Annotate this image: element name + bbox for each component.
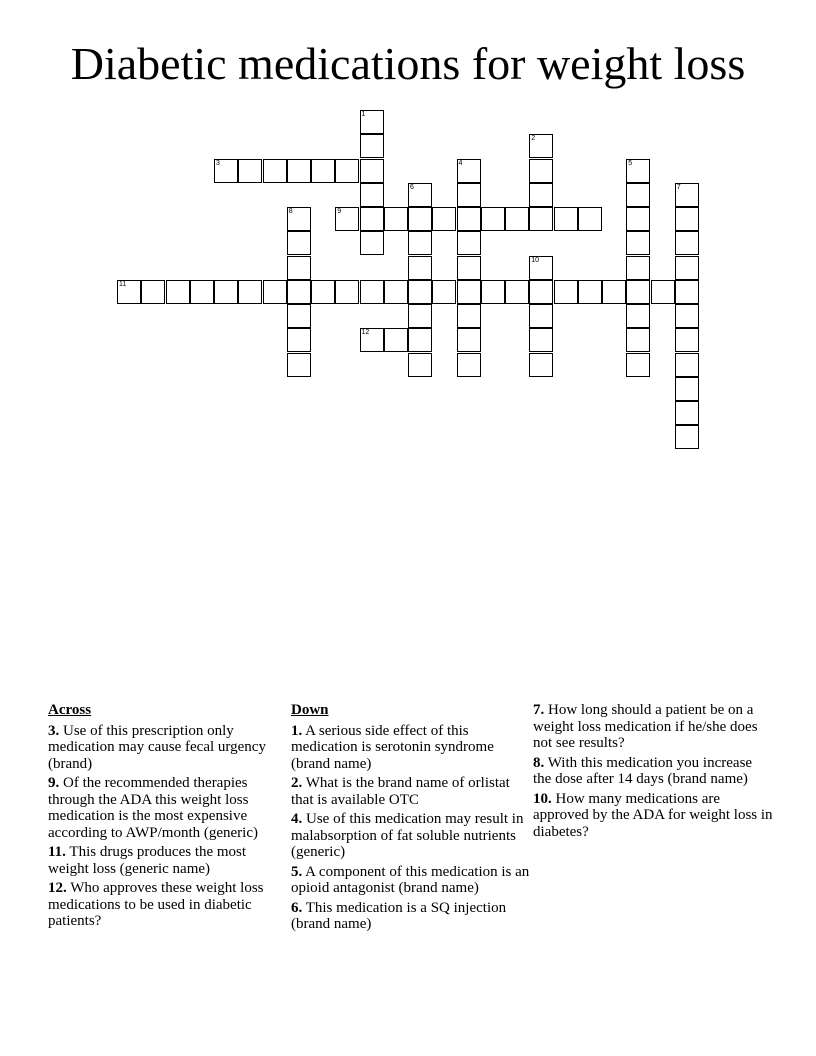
grid-cell[interactable] [554,207,578,231]
grid-cell[interactable] [287,256,311,280]
clue-item [291,900,531,933]
grid-cell[interactable] [287,280,311,304]
grid-cell[interactable] [408,256,432,280]
page-title: Diabetic medications for weight loss [70,38,746,89]
crossword-grid [0,0,816,470]
across-heading: Across [48,702,92,718]
clue-number: 9. [48,775,60,791]
grid-cell[interactable] [335,159,359,183]
grid-cell[interactable] [505,280,529,304]
clue-number: 10. [533,790,552,807]
cell-number: 11 [119,280,127,288]
clue-number: 8. [533,754,545,771]
grid-cell[interactable] [287,159,311,183]
grid-cell[interactable] [675,353,699,377]
cell-number: 7 [676,183,681,191]
grid-cell[interactable] [214,280,238,304]
clue-item [291,775,531,808]
clue-number: 5. [291,863,303,880]
grid-cell[interactable] [675,425,699,449]
grid-cell[interactable] [384,280,408,304]
down-clue-list-continued [533,702,773,840]
clue-text: Of the recommended therapies through the ADA this weight loss medication is the most expensive according to AWP/month (generic) [48,775,258,841]
grid-cell[interactable] [505,207,529,231]
grid-cell[interactable] [360,159,384,183]
grid-cell[interactable] [675,280,699,304]
grid-cell[interactable] [408,207,432,231]
grid-cell[interactable] [360,231,384,255]
grid-cell[interactable] [311,159,335,183]
clue-number: 1. [291,722,303,739]
down-heading: Down [291,702,329,718]
grid-cell[interactable] [481,207,505,231]
clue-item [291,811,531,861]
grid-cell[interactable] [408,231,432,255]
clue-number: 7. [533,702,545,718]
grid-cell[interactable] [263,280,287,304]
down-clues [291,702,531,936]
grid-cell[interactable] [626,231,650,255]
cell-number: 2 [531,135,536,143]
clue-item [48,844,288,877]
grid-cell[interactable] [457,280,481,304]
grid-cell[interactable] [457,231,481,255]
clue-text: Use of this prescription only medication may cause fecal urgency (brand) [48,722,266,772]
grid-cell[interactable] [408,304,432,328]
clue-text: A component of this medication is an opioid antagonist (brand name) [291,863,530,896]
clue-item [533,791,773,841]
grid-cell[interactable] [457,353,481,377]
grid-cell[interactable] [529,353,553,377]
grid-cell[interactable] [481,280,505,304]
grid-cell[interactable] [602,280,626,304]
grid-cell[interactable] [529,207,553,231]
grid-cell[interactable] [675,231,699,255]
grid-cell[interactable] [675,183,699,207]
grid-cell[interactable] [360,110,384,134]
grid-cell[interactable] [675,207,699,231]
grid-cell[interactable] [238,280,262,304]
grid-cell[interactable] [626,328,650,352]
grid-cell[interactable] [117,280,141,304]
grid-cell[interactable] [626,183,650,207]
across-clue-list [48,723,288,930]
grid-cell[interactable] [626,207,650,231]
clue-item [533,702,773,752]
grid-cell[interactable] [360,280,384,304]
grid-cell[interactable] [457,256,481,280]
clue-text: Use of this medication may result in malabsorption of fat soluble nutrients (generic) [291,811,524,860]
grid-cell[interactable] [626,353,650,377]
grid-cell[interactable] [529,304,553,328]
grid-cell[interactable] [529,280,553,304]
grid-cell[interactable] [384,328,408,352]
cell-number: 3 [216,159,220,167]
grid-cell[interactable] [578,207,602,231]
grid-cell[interactable] [287,304,311,328]
grid-cell[interactable] [360,183,384,207]
clue-text: Who approves these weight loss medications to be used in diabetic patients? [48,880,264,929]
grid-cell[interactable] [360,207,384,231]
clue-number: 12. [48,880,67,896]
cell-number: 4 [458,159,463,167]
down-clues-continued [533,702,773,843]
grid-cell[interactable] [651,280,675,304]
grid-cell[interactable] [457,159,481,183]
grid-cell[interactable] [238,159,262,183]
grid-cell[interactable] [432,207,456,231]
grid-cell[interactable] [335,280,359,304]
grid-cell[interactable] [263,159,287,183]
grid-cell[interactable] [360,328,384,352]
grid-cell[interactable] [457,183,481,207]
grid-cell[interactable] [626,280,650,304]
grid-cell[interactable] [578,280,602,304]
clue-text: A serious side effect of this medication is serotonin syndrome (brand name) [291,722,494,772]
grid-cell[interactable] [529,159,553,183]
grid-cell[interactable] [408,280,432,304]
grid-cell[interactable] [408,328,432,352]
grid-cell[interactable] [408,353,432,377]
grid-cell[interactable] [675,401,699,425]
grid-cell[interactable] [432,280,456,304]
cell-number: 9 [337,208,342,215]
grid-cell[interactable] [457,304,481,328]
grid-cell[interactable] [457,207,481,231]
cell-number: 1 [361,111,366,118]
across-clues [48,702,288,933]
grid-cell[interactable] [675,256,699,280]
clue-item [291,723,531,773]
grid-cell[interactable] [287,328,311,352]
cell-number: 8 [288,208,293,215]
clue-text: How long should a patient be on a weight loss medication if he/she does not see results? [533,702,758,751]
clue-text: What is the brand name of orlistat that is available OTC [291,775,510,808]
grid-cell[interactable] [529,328,553,352]
grid-cell[interactable] [190,280,214,304]
cell-number: 10 [531,256,540,264]
clue-item [48,723,288,773]
clue-number: 3. [48,722,60,739]
grid-cell[interactable] [529,183,553,207]
grid-cell[interactable] [384,207,408,231]
grid-cell[interactable] [529,256,553,280]
grid-cell[interactable] [554,280,578,304]
grid-cell[interactable] [360,134,384,158]
clue-number: 2. [291,775,303,791]
grid-cell[interactable] [675,304,699,328]
clue-item [291,864,531,897]
grid-cell[interactable] [287,353,311,377]
cell-number: 6 [410,183,414,191]
clue-item [48,775,288,841]
cell-number: 5 [628,159,633,167]
grid-cell[interactable] [626,256,650,280]
grid-cell[interactable] [311,280,335,304]
grid-cell[interactable] [287,207,311,231]
grid-cell[interactable] [214,159,238,183]
clue-item [533,755,773,788]
cell-number: 12 [361,329,370,337]
grid-cell[interactable] [626,304,650,328]
down-clue-list [291,723,531,933]
grid-cell[interactable] [457,328,481,352]
clue-text: With this medication you increase the dose after 14 days (brand name) [533,754,753,787]
clue-text: This drugs produces the most weight loss (generic name) [48,844,247,877]
grid-cell[interactable] [166,280,190,304]
grid-cell[interactable] [626,159,650,183]
grid-cell[interactable] [529,134,553,158]
grid-cell[interactable] [335,207,359,231]
grid-cell[interactable] [287,231,311,255]
grid-cell[interactable] [408,183,432,207]
clue-text: How many medications are approved by the ADA for weight loss in diabetes? [533,790,773,840]
clue-number: 11. [48,844,66,860]
grid-cell[interactable] [141,280,165,304]
grid-cell[interactable] [675,377,699,401]
grid-cell[interactable] [675,328,699,352]
clue-number: 6. [291,899,303,916]
clue-item [48,880,288,930]
clue-number: 4. [291,811,303,827]
clue-text: This medication is a SQ injection (brand name) [291,899,507,932]
